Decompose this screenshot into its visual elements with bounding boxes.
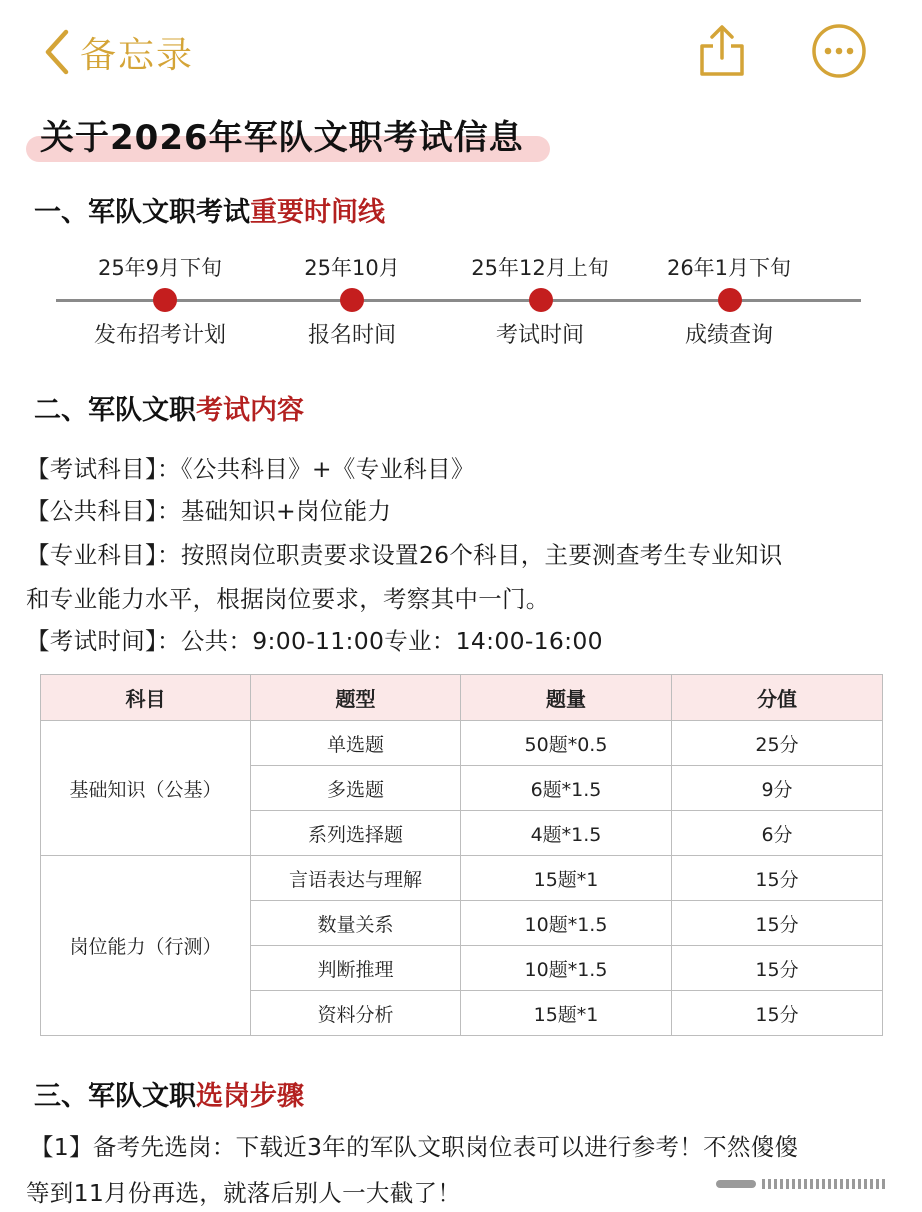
question-count-cell: 10题*1.5 — [461, 901, 672, 946]
question-count-cell: 15题*1 — [461, 856, 672, 901]
section-heading-steps — [34, 1074, 304, 1113]
step-text-1: 【1】备考先选岗：下载近3年的军队文职岗位表可以进行参考！不然傻傻 — [30, 1133, 799, 1161]
nav-bar — [0, 0, 922, 100]
subject-cell: 岗位能力（行测） — [41, 856, 251, 1036]
scroll-indicator-icon[interactable] — [708, 1176, 896, 1192]
table-row — [41, 721, 883, 766]
section-heading-content — [34, 388, 304, 427]
score-cell: 15分 — [672, 946, 883, 991]
question-count-cell: 50题*0.5 — [461, 721, 672, 766]
question-count-cell: 4题*1.5 — [461, 811, 672, 856]
timeline-date: 25年9月下旬 — [97, 256, 223, 280]
score-cell: 9分 — [672, 766, 883, 811]
question-count-cell: 6题*1.5 — [461, 766, 672, 811]
subject-cell: 基础知识（公基） — [41, 721, 251, 856]
score-cell: 25分 — [672, 721, 883, 766]
table-header-cell: 科目 — [41, 675, 251, 721]
table-header-cell: 题型 — [251, 675, 461, 721]
question-type-cell: 单选题 — [251, 721, 461, 766]
table-row — [41, 856, 883, 901]
section-heading-highlight: 重要时间线 — [250, 197, 385, 228]
score-cell: 15分 — [672, 991, 883, 1036]
back-label: 备忘录 — [80, 34, 195, 76]
question-count-cell: 15题*1 — [461, 991, 672, 1036]
question-type-cell: 言语表达与理解 — [251, 856, 461, 901]
score-cell: 6分 — [672, 811, 883, 856]
timeline-dot — [153, 288, 177, 312]
question-type-cell: 资料分析 — [251, 991, 461, 1036]
timeline-date: 25年12月上旬 — [471, 256, 609, 280]
timeline-label: 发布招考计划 — [93, 323, 227, 348]
question-count-cell: 10题*1.5 — [461, 946, 672, 991]
timeline-label: 成绩查询 — [684, 323, 774, 348]
table-header-cell: 分值 — [672, 675, 883, 721]
timeline-label: 考试时间 — [495, 323, 585, 348]
timeline-dot — [340, 288, 364, 312]
more-button[interactable] — [810, 22, 868, 80]
section-heading-highlight: 选岗步骤 — [196, 1081, 304, 1112]
timeline-date: 25年10月 — [304, 256, 400, 280]
step-text-2: 等到11月份再选，就落后别人一大截了！ — [26, 1179, 462, 1207]
section-heading-highlight: 考试内容 — [196, 395, 304, 426]
question-type-cell: 数量关系 — [251, 901, 461, 946]
timeline-label: 报名时间 — [307, 323, 397, 348]
section-heading-prefix: 二、军队文职 — [34, 395, 196, 426]
score-cell: 15分 — [672, 856, 883, 901]
note-title: 关于2026年军队文职考试信息 — [40, 118, 524, 158]
share-icon — [696, 24, 748, 80]
question-type-cell: 判断推理 — [251, 946, 461, 991]
share-button[interactable] — [696, 24, 748, 80]
table-header-cell: 题量 — [461, 675, 672, 721]
timeline-dot — [529, 288, 553, 312]
score-cell: 15分 — [672, 901, 883, 946]
timeline-date: 26年1月下旬 — [666, 256, 792, 280]
section-heading-timeline — [34, 190, 385, 229]
question-type-cell: 多选题 — [251, 766, 461, 811]
more-icon — [810, 22, 868, 80]
timeline-dot — [718, 288, 742, 312]
professional-subject-text-2: 和专业能力水平，根据岗位要求，考察其中一门。 — [26, 585, 550, 613]
question-type-cell: 系列选择题 — [251, 811, 461, 856]
chevron-left-icon — [44, 28, 70, 76]
professional-subject-text-1: 【专业科目】：按照岗位职责要求设置26个科目，主要测查考生专业知识 — [26, 541, 783, 569]
table-header-row — [41, 675, 883, 721]
public-subject-text: 【公共科目】：基础知识+岗位能力 — [26, 497, 392, 525]
back-button[interactable] — [44, 22, 194, 82]
note-title-block — [26, 110, 524, 159]
exam-subjects-text: 【考试科目】：《公共科目》+《专业科目》 — [26, 455, 475, 483]
exam-time-text: 【考试时间】：公共：9:00-11:00专业：14:00-16:00 — [26, 627, 603, 655]
section-heading-prefix: 三、军队文职 — [34, 1081, 196, 1112]
exam-structure-table — [40, 674, 883, 1036]
section-heading-prefix: 一、军队文职考试 — [34, 197, 250, 228]
